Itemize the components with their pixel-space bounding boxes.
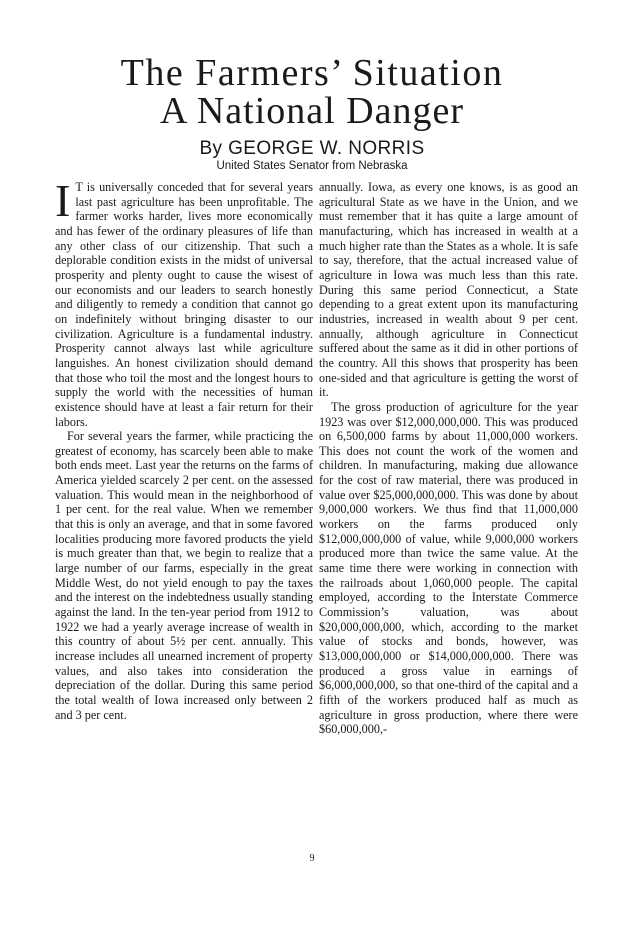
article-title-line-2: A National Danger xyxy=(159,90,465,132)
author-byline: By GEORGE W. NORRIS xyxy=(199,138,425,159)
drop-cap: I xyxy=(55,175,71,226)
paragraph-4: The gross production of agriculture for the year 1923 was over $12,000,000,000. This was produced on 6,500,000 farms by about 11,000,000 workers. This does not count the work of the women and children. In manufacturing, making due allowance for the cost of raw material, there was produced in value over $25,000,000,000. This was done by about 9,000,000 workers. We thus find that 11,000,000 workers on the farms produced only $12,000,000,000 of value, while 9,000,000 workers produced more than twice the same value. At the same time there were working in connection with the railroads about 1,060,000 people. The capital employed, according to the Interstate Commerce Commission’s valuation, was about $20,000,000,000, which, according to the market value of stocks and bonds, however, was $13,000,000,000 or $14,000,000,000. There was produced a gross value in earnings of $6,000,000,000, so that one-third of the capital and a fifth of the workers produced half as much as agriculture in gross production, where there were $60,000,000,- xyxy=(319,399,578,737)
paragraph-1-text: T is universally conceded that for several years last past agriculture has been unprofitable. The farmer works harder, lives more economically and has fewer of the ordinary pleasures of life than any other class of our citizenship. That such a deplorable condition exists in the midst of universal prosperity and plenty ought to cause the wisest of our economists and our leaders to search honestly and diligently to remedy a condition that cannot go on indefinitely without bringing disaster to our civilization. Agriculture is a fundamental industry. Prosperity cannot always last while agriculture languishes. An honest civilization should demand that those who toil the most and the longest hours to supply the world with the necessities of human existence should have at least a fair return for their labors. xyxy=(55,180,313,429)
paragraph-3: annually. Iowa, as every one knows, is as good an agricultural State as we have in the Union, and we must remember that it has quite a large amount of manufacturing, which has increased in wealth at a much higher rate than the States as a whole. It is safe to say, therefore, that the actual increased value of agriculture in Iowa was much less than this rate. During this same period Connecticut, a State depending to a great extent upon its manufacturing industries, increased in wealth about 9 per cent. annually, although agriculture in Connecticut suffered about the same as it did in other portions of the country. All this shows that prosperity has been one-sided and that agriculture is getting the worst of it. xyxy=(319,180,578,400)
paragraph-2: For several years the farmer, while practicing the greatest of economy, has scarcely been able to make both ends meet. Last year the returns on the farms of America yielded scarcely 2 per cent. on the assessed valuation. This would mean in the neighborhood of 1 per cent. for the real value. When we remember that this is only an average, and that in some favored localities producing more favored products the yield is much greater than that, we begin to realize that a large number of our farms, especially in the great Middle West, do not yield enough to pay the taxes and the interest on the indebtedness usually standing against the land. In the ten-year period from 1912 to 1922 we had a yearly average increase of wealth in this country of about 5½ per cent. annually. This increase includes all unearned increment of property values, and also takes into consideration the depreciation of the dollar. During this same period the total wealth of Iowa increased only between 2 and 3 per cent. xyxy=(55,429,313,722)
paragraph-1 xyxy=(55,175,313,429)
left-column xyxy=(55,175,313,722)
author-affiliation: United States Senator from Nebraska xyxy=(216,160,408,172)
article-title-line-1: The Farmers’ Situation xyxy=(120,52,504,94)
page-number: 9 xyxy=(309,853,315,864)
right-column xyxy=(319,180,578,737)
